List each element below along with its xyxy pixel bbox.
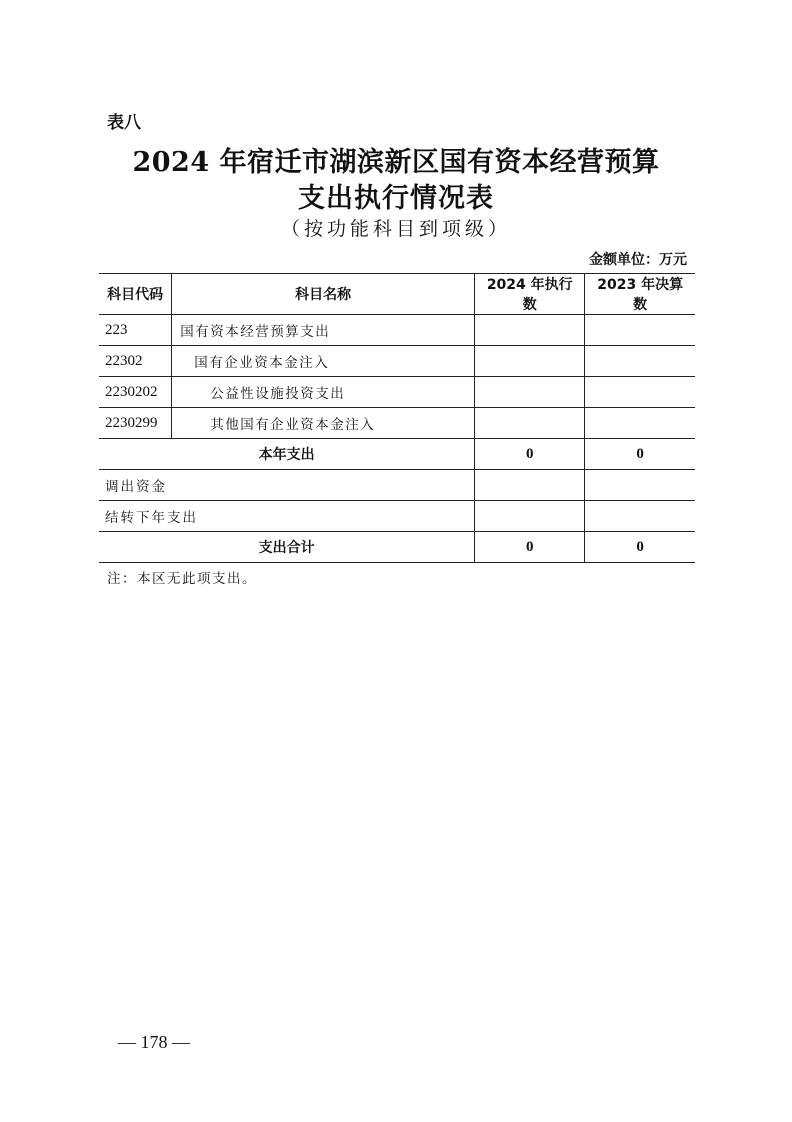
footnote: 注：本区无此项支出。 xyxy=(107,571,257,587)
page-subtitle: （按功能科目到项级） xyxy=(280,218,511,240)
row-exec-value xyxy=(475,315,585,346)
table-row xyxy=(99,377,695,408)
subtotal-label: 本年支出 xyxy=(258,447,315,463)
row-name: 其他国有企业资本金注入 xyxy=(172,408,475,439)
row-label-transfer-out: 调出资金 xyxy=(105,479,167,495)
table-row xyxy=(99,315,695,346)
page-title-line2: 支出执行情况表 xyxy=(298,183,494,214)
row-exec-value xyxy=(475,377,585,408)
row-exec-value xyxy=(475,470,585,501)
page-title-line1: 2024 年宿迁市湖滨新区国有资本经营预算 xyxy=(132,147,660,178)
row-exec-value xyxy=(475,501,585,532)
page-number: — 178 — xyxy=(118,1032,190,1052)
column-header-code: 科目代码 xyxy=(107,287,164,303)
row-code: 223 xyxy=(105,321,128,338)
row-name: 公益性设施投资支出 xyxy=(172,377,475,408)
row-label-carryover: 结转下年支出 xyxy=(105,510,198,526)
row-final-value xyxy=(585,501,695,532)
row-final-value xyxy=(585,408,695,439)
table-row xyxy=(99,408,695,439)
row-exec-value xyxy=(475,408,585,439)
row-code: 2230299 xyxy=(105,414,158,431)
row-name: 国有企业资本金注入 xyxy=(172,346,475,377)
total-row xyxy=(99,532,695,563)
currency-unit: 金额单位：万元 xyxy=(589,252,687,268)
subtotal-final-value: 0 xyxy=(585,439,695,470)
column-header-exec-2024: 2024 年执行数 xyxy=(475,274,585,315)
column-header-name: 科目名称 xyxy=(172,274,475,315)
table-row xyxy=(99,470,695,501)
budget-table xyxy=(99,273,695,563)
total-exec-value: 0 xyxy=(475,532,585,563)
subtotal-row xyxy=(99,439,695,470)
table-number-label: 表八 xyxy=(107,113,141,133)
table-row xyxy=(99,346,695,377)
subtotal-exec-value: 0 xyxy=(475,439,585,470)
row-name: 国有资本经营预算支出 xyxy=(172,315,475,346)
table-header-row xyxy=(99,274,695,315)
row-exec-value xyxy=(475,346,585,377)
total-label: 支出合计 xyxy=(258,540,315,556)
row-final-value xyxy=(585,377,695,408)
row-code: 22302 xyxy=(105,352,143,369)
table-row xyxy=(99,501,695,532)
row-final-value xyxy=(585,315,695,346)
row-code: 2230202 xyxy=(105,383,158,400)
total-final-value: 0 xyxy=(585,532,695,563)
row-final-value xyxy=(585,470,695,501)
row-final-value xyxy=(585,346,695,377)
column-header-final-2023: 2023 年决算数 xyxy=(585,274,695,315)
